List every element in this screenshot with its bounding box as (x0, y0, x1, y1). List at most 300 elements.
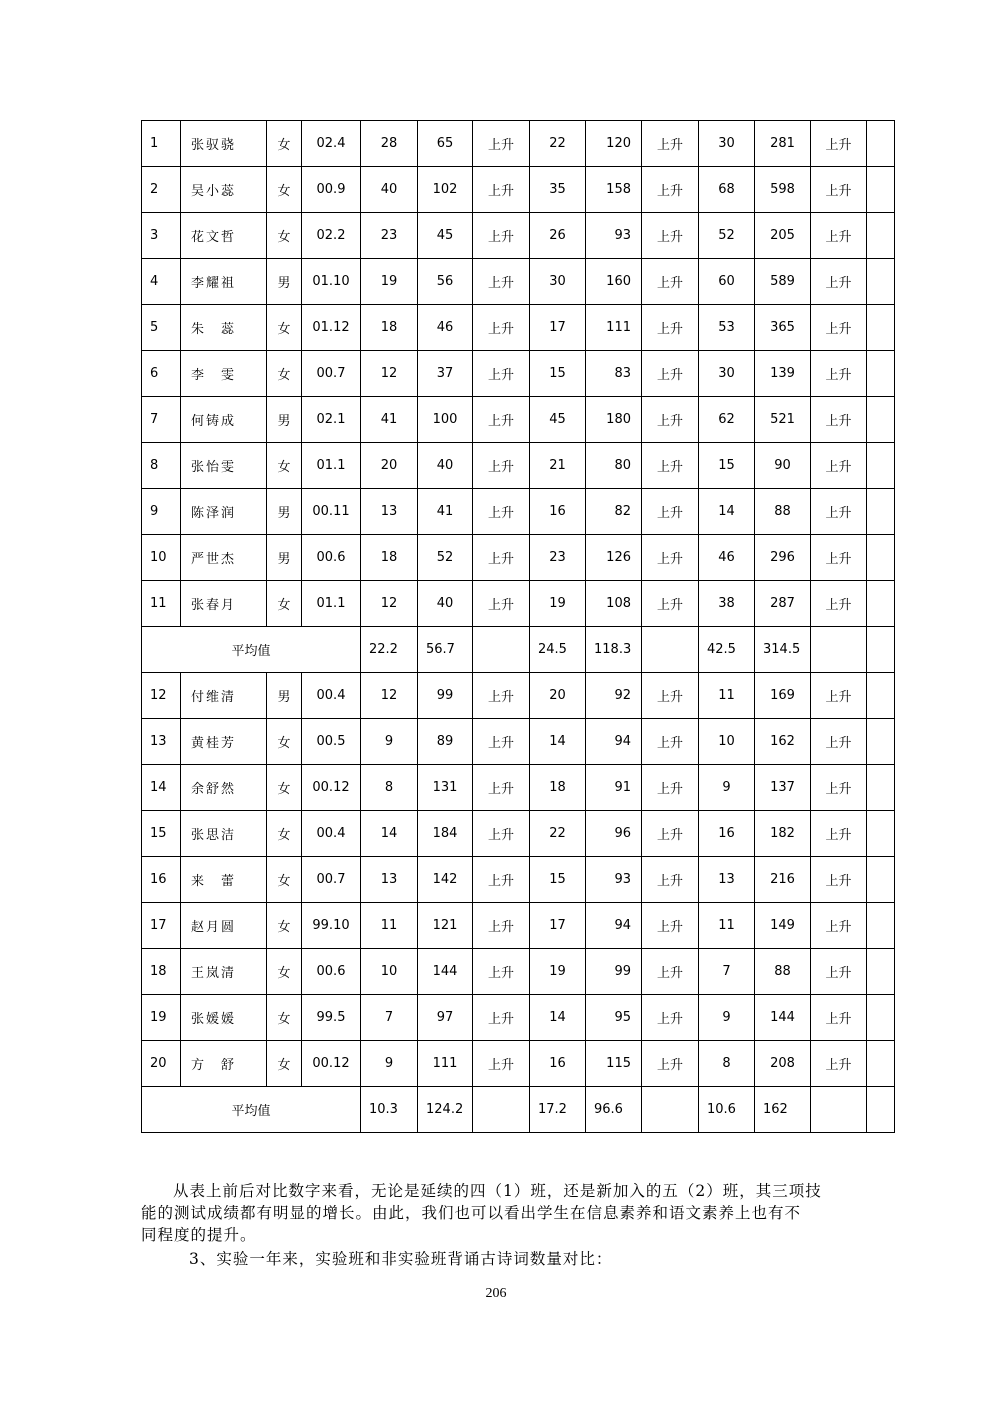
skill1-trend: 上升 (473, 1041, 530, 1087)
skill1-before: 18 (361, 535, 418, 581)
empty-cell (867, 1041, 895, 1087)
skill1-before: 8 (361, 765, 418, 811)
skill3-before: 30 (699, 351, 755, 397)
empty-cell (642, 1087, 699, 1133)
skill2-after: 92 (586, 673, 642, 719)
student-name: 张媛媛 (181, 995, 267, 1041)
skill1-before: 18 (361, 305, 418, 351)
skill3-trend: 上升 (811, 305, 867, 351)
score-table (141, 120, 895, 1133)
student-name: 方 舒 (181, 1041, 267, 1087)
skill1-trend: 上升 (473, 949, 530, 995)
student-name: 花文哲 (181, 213, 267, 259)
empty-cell (867, 351, 895, 397)
row-number: 7 (142, 397, 181, 443)
row-number: 13 (142, 719, 181, 765)
skill3-before: 38 (699, 581, 755, 627)
skill2-before: 30 (530, 259, 586, 305)
skill1-after: 184 (418, 811, 473, 857)
empty-cell (867, 259, 895, 305)
skill2-trend: 上升 (642, 121, 699, 167)
birth-date: 00.12 (302, 765, 361, 811)
student-sex: 女 (267, 443, 302, 489)
skill1-trend: 上升 (473, 397, 530, 443)
skill2-trend: 上升 (642, 397, 699, 443)
average-row (142, 1087, 895, 1133)
empty-cell (473, 1087, 530, 1133)
birth-date: 01.10 (302, 259, 361, 305)
row-number: 20 (142, 1041, 181, 1087)
table-row (142, 765, 895, 811)
skill1-after: 52 (418, 535, 473, 581)
skill2-after: 99 (586, 949, 642, 995)
row-number: 19 (142, 995, 181, 1041)
skill1-trend: 上升 (473, 719, 530, 765)
skill3-after: 144 (755, 995, 811, 1041)
skill1-after: 46 (418, 305, 473, 351)
skill2-before: 17 (530, 903, 586, 949)
skill1-before: 13 (361, 489, 418, 535)
skill2-trend: 上升 (642, 581, 699, 627)
skill1-trend: 上升 (473, 857, 530, 903)
skill1-before: 9 (361, 719, 418, 765)
empty-cell (867, 765, 895, 811)
skill1-before: 12 (361, 351, 418, 397)
skill1-before: 9 (361, 1041, 418, 1087)
row-number: 9 (142, 489, 181, 535)
skill2-after: 111 (586, 305, 642, 351)
student-name: 吴小蕊 (181, 167, 267, 213)
skill3-before: 10 (699, 719, 755, 765)
skill2-trend: 上升 (642, 903, 699, 949)
skill3-before: 16 (699, 811, 755, 857)
skill3-after: 88 (755, 489, 811, 535)
skill2-after: 94 (586, 719, 642, 765)
skill2-trend: 上升 (642, 489, 699, 535)
empty-cell (867, 857, 895, 903)
empty-cell (867, 719, 895, 765)
average-skill2-before: 24.5 (530, 627, 586, 673)
student-name: 张思洁 (181, 811, 267, 857)
skill1-trend: 上升 (473, 213, 530, 259)
empty-cell (867, 995, 895, 1041)
average-skill2-before: 17.2 (530, 1087, 586, 1133)
skill2-after: 83 (586, 351, 642, 397)
skill1-trend: 上升 (473, 305, 530, 351)
skill3-after: 598 (755, 167, 811, 213)
skill3-after: 365 (755, 305, 811, 351)
skill2-before: 16 (530, 1041, 586, 1087)
average-label: 平均值 (142, 1087, 361, 1133)
table-row (142, 213, 895, 259)
skill1-trend: 上升 (473, 673, 530, 719)
skill2-after: 93 (586, 857, 642, 903)
skill1-after: 144 (418, 949, 473, 995)
table-row (142, 443, 895, 489)
student-sex: 女 (267, 1041, 302, 1087)
skill2-after: 115 (586, 1041, 642, 1087)
skill2-before: 45 (530, 397, 586, 443)
skill2-after: 96 (586, 811, 642, 857)
skill3-trend: 上升 (811, 857, 867, 903)
empty-cell (867, 305, 895, 351)
average-skill3-before: 42.5 (699, 627, 755, 673)
skill3-before: 13 (699, 857, 755, 903)
skill1-trend: 上升 (473, 489, 530, 535)
student-sex: 女 (267, 995, 302, 1041)
skill1-trend: 上升 (473, 995, 530, 1041)
skill1-before: 10 (361, 949, 418, 995)
student-sex: 男 (267, 673, 302, 719)
student-name: 张春月 (181, 581, 267, 627)
score-table-body (142, 121, 895, 1133)
student-sex: 男 (267, 259, 302, 305)
skill3-after: 162 (755, 719, 811, 765)
skill3-before: 8 (699, 1041, 755, 1087)
skill2-before: 14 (530, 719, 586, 765)
skill3-after: 296 (755, 535, 811, 581)
empty-cell (811, 1087, 867, 1133)
skill3-before: 14 (699, 489, 755, 535)
skill3-trend: 上升 (811, 719, 867, 765)
row-number: 6 (142, 351, 181, 397)
empty-cell (867, 811, 895, 857)
skill3-before: 7 (699, 949, 755, 995)
birth-date: 00.4 (302, 811, 361, 857)
birth-date: 02.4 (302, 121, 361, 167)
skill2-before: 15 (530, 351, 586, 397)
skill1-after: 102 (418, 167, 473, 213)
skill1-trend: 上升 (473, 765, 530, 811)
row-number: 2 (142, 167, 181, 213)
skill2-before: 22 (530, 121, 586, 167)
skill3-before: 52 (699, 213, 755, 259)
skill1-after: 41 (418, 489, 473, 535)
skill2-before: 19 (530, 949, 586, 995)
skill2-after: 180 (586, 397, 642, 443)
skill3-after: 281 (755, 121, 811, 167)
average-skill1-after: 124.2 (418, 1087, 473, 1133)
skill3-trend: 上升 (811, 535, 867, 581)
empty-cell (867, 903, 895, 949)
section-heading-3: 3、实验一年来，实验班和非实验班背诵古诗词数量对比： (189, 1250, 613, 1268)
empty-cell (811, 627, 867, 673)
skill2-after: 91 (586, 765, 642, 811)
skill1-trend: 上升 (473, 121, 530, 167)
skill2-trend: 上升 (642, 351, 699, 397)
table-row (142, 259, 895, 305)
skill3-trend: 上升 (811, 1041, 867, 1087)
skill3-after: 287 (755, 581, 811, 627)
skill1-after: 100 (418, 397, 473, 443)
skill1-after: 89 (418, 719, 473, 765)
skill1-before: 41 (361, 397, 418, 443)
empty-cell (867, 1087, 895, 1133)
skill1-before: 20 (361, 443, 418, 489)
skill3-before: 9 (699, 765, 755, 811)
skill1-trend: 上升 (473, 443, 530, 489)
skill3-before: 53 (699, 305, 755, 351)
summary-paragraph (141, 1180, 861, 1246)
skill2-trend: 上升 (642, 857, 699, 903)
empty-cell (867, 489, 895, 535)
table-row (142, 535, 895, 581)
skill3-trend: 上升 (811, 443, 867, 489)
skill1-trend: 上升 (473, 903, 530, 949)
skill1-after: 56 (418, 259, 473, 305)
skill2-trend: 上升 (642, 995, 699, 1041)
average-skill1-before: 10.3 (361, 1087, 418, 1133)
student-name: 赵月圆 (181, 903, 267, 949)
student-name: 来 蕾 (181, 857, 267, 903)
row-number: 15 (142, 811, 181, 857)
empty-cell (473, 627, 530, 673)
skill3-after: 216 (755, 857, 811, 903)
average-skill3-before: 10.6 (699, 1087, 755, 1133)
student-name: 李耀祖 (181, 259, 267, 305)
empty-cell (867, 627, 895, 673)
skill3-after: 205 (755, 213, 811, 259)
student-sex: 女 (267, 305, 302, 351)
skill2-before: 35 (530, 167, 586, 213)
row-number: 16 (142, 857, 181, 903)
summary-line-3: 同程度的提升。 (141, 1226, 257, 1244)
table-row (142, 903, 895, 949)
skill3-before: 11 (699, 673, 755, 719)
skill3-before: 11 (699, 903, 755, 949)
skill3-before: 9 (699, 995, 755, 1041)
student-name: 张怡雯 (181, 443, 267, 489)
skill2-after: 95 (586, 995, 642, 1041)
page-number: 206 (485, 1286, 507, 1301)
skill3-trend: 上升 (811, 765, 867, 811)
table-row (142, 1041, 895, 1087)
skill3-before: 30 (699, 121, 755, 167)
student-sex: 男 (267, 397, 302, 443)
skill2-before: 19 (530, 581, 586, 627)
skill1-trend: 上升 (473, 811, 530, 857)
student-name: 王岚清 (181, 949, 267, 995)
skill1-before: 28 (361, 121, 418, 167)
student-name: 余舒然 (181, 765, 267, 811)
skill2-after: 93 (586, 213, 642, 259)
empty-cell (867, 949, 895, 995)
row-number: 8 (142, 443, 181, 489)
skill1-trend: 上升 (473, 351, 530, 397)
skill2-before: 26 (530, 213, 586, 259)
table-row (142, 489, 895, 535)
skill2-after: 80 (586, 443, 642, 489)
skill1-trend: 上升 (473, 581, 530, 627)
skill3-trend: 上升 (811, 397, 867, 443)
empty-cell (867, 673, 895, 719)
average-skill1-before: 22.2 (361, 627, 418, 673)
skill3-after: 208 (755, 1041, 811, 1087)
skill1-before: 11 (361, 903, 418, 949)
student-sex: 女 (267, 765, 302, 811)
birth-date: 00.7 (302, 351, 361, 397)
average-row (142, 627, 895, 673)
skill3-trend: 上升 (811, 811, 867, 857)
student-sex: 女 (267, 213, 302, 259)
skill2-before: 21 (530, 443, 586, 489)
skill3-after: 137 (755, 765, 811, 811)
skill3-trend: 上升 (811, 121, 867, 167)
row-number: 11 (142, 581, 181, 627)
student-sex: 男 (267, 535, 302, 581)
skill3-trend: 上升 (811, 167, 867, 213)
skill1-after: 65 (418, 121, 473, 167)
table-row (142, 949, 895, 995)
skill2-trend: 上升 (642, 811, 699, 857)
student-name: 付维清 (181, 673, 267, 719)
skill3-before: 15 (699, 443, 755, 489)
skill2-after: 108 (586, 581, 642, 627)
birth-date: 00.4 (302, 673, 361, 719)
average-skill2-after: 96.6 (586, 1087, 642, 1133)
skill2-trend: 上升 (642, 719, 699, 765)
skill3-trend: 上升 (811, 213, 867, 259)
skill2-trend: 上升 (642, 259, 699, 305)
birth-date: 01.12 (302, 305, 361, 351)
student-sex: 女 (267, 121, 302, 167)
skill1-before: 23 (361, 213, 418, 259)
average-skill2-after: 118.3 (586, 627, 642, 673)
table-row (142, 673, 895, 719)
skill2-trend: 上升 (642, 949, 699, 995)
student-name: 何铸成 (181, 397, 267, 443)
skill3-after: 169 (755, 673, 811, 719)
row-number: 5 (142, 305, 181, 351)
summary-line-2: 能的测试成绩都有明显的增长。由此，我们也可以看出学生在信息素养和语文素养上也有不 (141, 1204, 802, 1222)
skill3-after: 149 (755, 903, 811, 949)
skill1-after: 142 (418, 857, 473, 903)
skill3-trend: 上升 (811, 995, 867, 1041)
skill2-trend: 上升 (642, 213, 699, 259)
average-skill3-after: 314.5 (755, 627, 811, 673)
row-number: 17 (142, 903, 181, 949)
skill1-after: 121 (418, 903, 473, 949)
row-number: 4 (142, 259, 181, 305)
row-number: 10 (142, 535, 181, 581)
skill3-after: 139 (755, 351, 811, 397)
skill1-after: 37 (418, 351, 473, 397)
student-sex: 女 (267, 351, 302, 397)
skill2-after: 120 (586, 121, 642, 167)
skill2-after: 94 (586, 903, 642, 949)
skill1-before: 12 (361, 581, 418, 627)
birth-date: 99.10 (302, 903, 361, 949)
student-sex: 女 (267, 167, 302, 213)
skill3-after: 521 (755, 397, 811, 443)
table-row (142, 121, 895, 167)
average-label: 平均值 (142, 627, 361, 673)
skill2-before: 22 (530, 811, 586, 857)
student-sex: 女 (267, 949, 302, 995)
row-number: 14 (142, 765, 181, 811)
skill2-trend: 上升 (642, 167, 699, 213)
student-name: 张驭骁 (181, 121, 267, 167)
empty-cell (867, 213, 895, 259)
skill2-before: 20 (530, 673, 586, 719)
birth-date: 00.6 (302, 949, 361, 995)
student-sex: 女 (267, 857, 302, 903)
skill3-before: 62 (699, 397, 755, 443)
skill3-after: 182 (755, 811, 811, 857)
skill3-after: 589 (755, 259, 811, 305)
table-row (142, 167, 895, 213)
skill3-trend: 上升 (811, 673, 867, 719)
birth-date: 01.1 (302, 443, 361, 489)
skill3-trend: 上升 (811, 351, 867, 397)
skill3-trend: 上升 (811, 949, 867, 995)
row-number: 3 (142, 213, 181, 259)
student-sex: 女 (267, 903, 302, 949)
skill3-trend: 上升 (811, 489, 867, 535)
table-row (142, 351, 895, 397)
skill2-before: 17 (530, 305, 586, 351)
average-skill3-after: 162 (755, 1087, 811, 1133)
skill2-after: 158 (586, 167, 642, 213)
row-number: 18 (142, 949, 181, 995)
birth-date: 02.2 (302, 213, 361, 259)
skill3-trend: 上升 (811, 259, 867, 305)
table-row (142, 305, 895, 351)
skill2-trend: 上升 (642, 535, 699, 581)
skill2-before: 15 (530, 857, 586, 903)
skill1-before: 40 (361, 167, 418, 213)
birth-date: 00.9 (302, 167, 361, 213)
empty-cell (867, 535, 895, 581)
empty-cell (867, 121, 895, 167)
summary-line-1: 从表上前后对比数字来看，无论是延续的四（1）班，还是新加入的五（2）班，其三项技 (173, 1182, 822, 1200)
birth-date: 00.6 (302, 535, 361, 581)
birth-date: 00.11 (302, 489, 361, 535)
skill3-before: 68 (699, 167, 755, 213)
skill1-after: 111 (418, 1041, 473, 1087)
skill2-trend: 上升 (642, 673, 699, 719)
skill3-after: 88 (755, 949, 811, 995)
skill1-after: 99 (418, 673, 473, 719)
skill2-after: 160 (586, 259, 642, 305)
student-name: 黄桂芳 (181, 719, 267, 765)
skill2-trend: 上升 (642, 1041, 699, 1087)
empty-cell (867, 397, 895, 443)
skill2-before: 14 (530, 995, 586, 1041)
skill2-trend: 上升 (642, 305, 699, 351)
skill2-trend: 上升 (642, 765, 699, 811)
skill1-before: 13 (361, 857, 418, 903)
student-sex: 女 (267, 581, 302, 627)
skill2-trend: 上升 (642, 443, 699, 489)
birth-date: 00.12 (302, 1041, 361, 1087)
student-name: 陈泽润 (181, 489, 267, 535)
table-row (142, 397, 895, 443)
skill1-before: 7 (361, 995, 418, 1041)
skill3-after: 90 (755, 443, 811, 489)
skill2-after: 126 (586, 535, 642, 581)
birth-date: 99.5 (302, 995, 361, 1041)
empty-cell (867, 581, 895, 627)
birth-date: 00.5 (302, 719, 361, 765)
empty-cell (867, 167, 895, 213)
skill3-trend: 上升 (811, 903, 867, 949)
skill2-after: 82 (586, 489, 642, 535)
student-name: 朱 蕊 (181, 305, 267, 351)
skill1-after: 45 (418, 213, 473, 259)
empty-cell (642, 627, 699, 673)
table-row (142, 811, 895, 857)
